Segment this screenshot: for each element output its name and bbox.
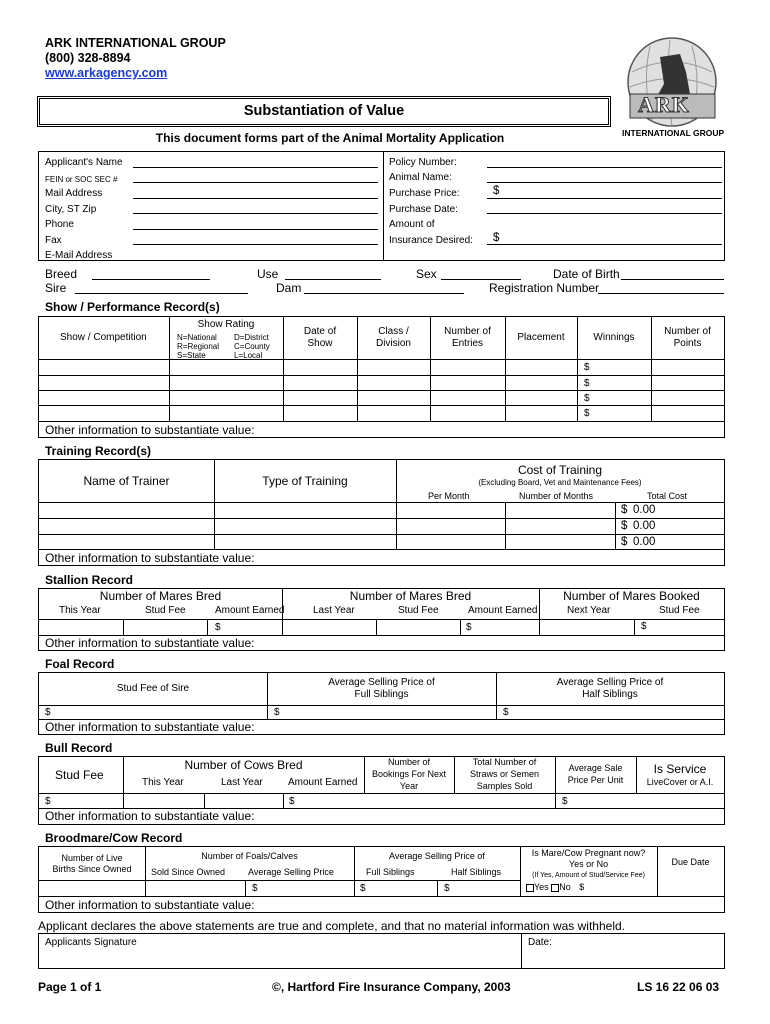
footer-code: LS 16 22 06 03	[637, 980, 720, 994]
col-show-rating: Show Rating	[197, 319, 255, 330]
ark-logo	[620, 32, 725, 144]
brood-col-pregnant-2: Yes or No	[568, 859, 609, 869]
total-value-1: 0.00	[633, 504, 656, 516]
foal-col-half-2: Half Siblings	[582, 689, 638, 700]
col-points-1: Number of	[664, 326, 711, 337]
bull-col-bookings-1: Number of	[387, 757, 431, 767]
total-value-2: 0.00	[633, 520, 656, 532]
brood-dollar-1: $	[252, 883, 258, 894]
col-entries-1: Number of	[444, 326, 491, 337]
bull-col-last-year: Last Year	[221, 777, 263, 788]
stallion-dollar-1: $	[215, 622, 221, 633]
animal-name-field[interactable]	[487, 182, 722, 183]
rating-county: C=County	[234, 342, 270, 351]
stallion-group-1: Number of Mares Bred	[99, 589, 222, 603]
bull-col-straws-2: Straws or Semen	[469, 769, 540, 779]
stallion-col-earned-1: Amount Earned	[215, 605, 285, 616]
label-email: E-Mail Address	[45, 250, 113, 261]
sire-field[interactable]	[75, 293, 248, 294]
mail-address-field[interactable]	[133, 198, 378, 199]
brood-col-half: Half Siblings	[451, 867, 502, 877]
total-dollar-1: $	[621, 504, 628, 516]
label-mail-address: Mail Address	[45, 188, 103, 199]
label-insurance-desired: Insurance Desired:	[389, 235, 473, 246]
show-row-3-dollar: $	[584, 393, 590, 404]
brood-col-foals: Number of Foals/Calves	[201, 851, 298, 861]
footer-copyright: ©, Hartford Fire Insurance Company, 2003	[272, 980, 511, 994]
policy-number-field[interactable]	[487, 167, 722, 168]
label-fein: FEIN or SOC SEC #	[45, 175, 118, 184]
show-row-2-dollar: $	[584, 378, 590, 389]
col-date-of-show-2: Show	[307, 338, 333, 349]
yes-label: Yes	[534, 882, 549, 892]
breed-field[interactable]	[92, 279, 210, 280]
foal-dollar-1: $	[45, 707, 51, 718]
col-points-2: Points	[673, 338, 702, 349]
show-row-4-dollar: $	[584, 408, 590, 419]
foal-col-stud-fee: Stud Fee of Sire	[116, 683, 190, 694]
stallion-col-this-year: This Year	[59, 605, 101, 616]
use-field[interactable]	[285, 279, 381, 280]
stallion-dollar-2: $	[466, 622, 472, 633]
col-date-of-show-1: Date of	[303, 326, 337, 337]
logo-text: INTERNATIONAL GROUP	[622, 128, 725, 138]
label-city: City, ST Zip	[45, 204, 97, 215]
col-class-2: Division	[375, 338, 411, 349]
brood-dollar-2: $	[360, 883, 366, 894]
broodmare-section-title: Broodmare/Cow Record	[45, 831, 183, 845]
col-training-cost: Cost of Training	[517, 463, 603, 477]
logo-letters: ARK	[638, 92, 690, 117]
col-class-1: Class /	[378, 326, 409, 337]
dob-field[interactable]	[621, 279, 724, 280]
purchase-date-field[interactable]	[487, 213, 722, 214]
yes-checkbox[interactable]	[526, 884, 534, 892]
bull-col-bookings-2: Bookings For Next	[371, 769, 447, 779]
foal-other-info: Other information to substantiate value:	[45, 720, 255, 734]
rating-state: S=State	[177, 351, 206, 360]
purchase-price-dollar: $	[493, 185, 500, 197]
bull-col-stud-fee: Stud Fee	[55, 768, 104, 782]
label-dob: Date of Birth	[553, 267, 620, 281]
applicant-name-field[interactable]	[133, 167, 378, 168]
city-field[interactable]	[133, 213, 378, 214]
label-sex: Sex	[416, 267, 437, 281]
footer-page: Page 1 of 1	[38, 980, 102, 994]
label-dam: Dam	[276, 281, 302, 295]
col-total-cost: Total Cost	[647, 491, 688, 501]
rating-national: N=National	[177, 333, 217, 342]
label-use: Use	[257, 267, 279, 281]
dam-field[interactable]	[304, 293, 464, 294]
purchase-price-field[interactable]	[487, 198, 722, 199]
bull-col-avg-1: Average Sale	[568, 763, 623, 773]
col-training-type: Type of Training	[262, 474, 348, 488]
brood-dollar-3: $	[444, 883, 450, 894]
stallion-group-2: Number of Mares Bred	[349, 589, 472, 603]
brood-col-avg-selling: Average Selling Price of	[389, 851, 485, 861]
bull-col-straws-3: Samples Sold	[476, 781, 533, 791]
page-subtitle: This document forms part of the Animal Mortality Application	[155, 131, 505, 145]
pregnant-dollar: $	[579, 882, 585, 892]
fax-field[interactable]	[133, 244, 378, 245]
training-cost-note: (Excluding Board, Vet and Maintenance Fees)	[478, 478, 642, 487]
col-placement: Placement	[517, 332, 565, 343]
rating-local: L=Local	[234, 351, 263, 360]
declaration-text: Applicant declares the above statements are true and complete, and that no material information was withheld.	[38, 919, 625, 933]
brood-col-live-1: Number of Live	[61, 853, 123, 863]
bull-col-amount-earned: Amount Earned	[288, 777, 358, 788]
label-breed: Breed	[45, 267, 78, 281]
brood-col-live-2: Births Since Owned	[52, 864, 132, 874]
foal-col-half-1: Average Selling Price of	[556, 677, 664, 688]
stallion-col-last-year: Last Year	[313, 605, 355, 616]
stallion-group-3: Number of Mares Booked	[563, 589, 700, 603]
no-checkbox[interactable]	[551, 884, 559, 892]
brood-pregnant-note: (If Yes, Amount of Stud/Service Fee)	[532, 872, 645, 879]
phone-field[interactable]	[133, 229, 378, 230]
show-other-info: Other information to substantiate value:	[45, 423, 255, 437]
brood-col-full: Full Siblings	[366, 867, 415, 877]
rating-district: D=District	[234, 333, 269, 342]
fein-field[interactable]	[133, 182, 378, 183]
sex-field[interactable]	[441, 279, 521, 280]
bull-service-options: LiveCover or A.I.	[646, 777, 714, 787]
date-label: Date:	[528, 937, 552, 948]
total-dollar-3: $	[621, 536, 628, 548]
bull-dollar-2: $	[289, 796, 295, 807]
total-dollar-2: $	[621, 520, 628, 532]
bull-col-avg-2: Price Per Unit	[567, 775, 624, 785]
page-title: Substantiation of Value	[243, 103, 405, 119]
col-winnings: Winnings	[593, 332, 635, 343]
label-purchase-date: Purchase Date:	[389, 204, 458, 215]
show-section-title: Show / Performance Record(s)	[45, 300, 220, 314]
foal-dollar-2: $	[274, 707, 280, 718]
foal-col-full-2: Full Siblings	[354, 689, 409, 700]
stallion-section-title: Stallion Record	[45, 573, 134, 587]
bull-col-cows-bred: Number of Cows Bred	[184, 758, 303, 772]
label-policy-number: Policy Number:	[389, 157, 457, 168]
bull-col-straws-1: Total Number of	[472, 757, 537, 767]
label-amount-of: Amount of	[389, 219, 435, 230]
training-other-info: Other information to substantiate value:	[45, 551, 255, 565]
col-show-competition: Show / Competition	[60, 332, 147, 343]
total-value-3: 0.00	[633, 536, 656, 548]
label-registration: Registration Number	[489, 281, 600, 295]
signature-label: Applicants Signature	[45, 937, 137, 948]
insurance-desired-field[interactable]	[487, 244, 722, 245]
company-phone: (800) 328-8894	[45, 51, 131, 65]
stallion-dollar-3: $	[641, 621, 647, 632]
brood-col-due-date: Due Date	[671, 857, 710, 867]
foal-section-title: Foal Record	[45, 657, 115, 671]
stallion-col-stud-fee-2: Stud Fee	[398, 605, 439, 616]
stallion-other-info: Other information to substantiate value:	[45, 636, 255, 650]
bull-col-this-year: This Year	[142, 777, 184, 788]
date-field[interactable]	[523, 950, 723, 968]
label-applicant-name: Applicant's Name	[45, 157, 123, 168]
stallion-col-stud-fee-1: Stud Fee	[145, 605, 186, 616]
label-sire: Sire	[45, 281, 67, 295]
stallion-col-earned-2: Amount Earned	[468, 605, 538, 616]
bull-col-bookings-3: Year	[399, 781, 419, 791]
insurance-dollar: $	[493, 232, 500, 244]
label-phone: Phone	[45, 219, 74, 230]
company-website[interactable]: www.arkagency.com	[45, 66, 168, 80]
col-per-month: Per Month	[428, 491, 470, 501]
label-fax: Fax	[45, 235, 62, 246]
signature-field[interactable]	[40, 950, 520, 968]
company-name: ARK INTERNATIONAL GROUP	[45, 36, 226, 50]
show-row-1-dollar: $	[584, 362, 590, 373]
rating-regional: R=Regional	[177, 342, 220, 351]
brood-col-pregnant-1: Is Mare/Cow Pregnant now?	[531, 848, 646, 858]
bull-col-service: Is Service	[653, 762, 707, 776]
col-entries-2: Entries	[451, 338, 484, 349]
training-section-title: Training Record(s)	[45, 444, 152, 458]
pregnant-checkboxes	[526, 882, 584, 893]
label-animal-name: Animal Name:	[389, 172, 452, 183]
no-label: No	[559, 882, 571, 892]
stallion-col-next-year: Next Year	[567, 605, 611, 616]
brood-col-sold: Sold Since Owned	[151, 867, 226, 877]
brood-other-info: Other information to substantiate value:	[45, 898, 255, 912]
brood-col-avg-price: Average Selling Price	[248, 867, 334, 877]
bull-other-info: Other information to substantiate value:	[45, 809, 255, 823]
bull-dollar-3: $	[562, 796, 568, 807]
stallion-col-stud-fee-3: Stud Fee	[659, 605, 700, 616]
bull-dollar-1: $	[45, 796, 51, 807]
registration-field[interactable]	[598, 293, 724, 294]
col-trainer-name: Name of Trainer	[83, 474, 170, 488]
foal-col-full-1: Average Selling Price of	[328, 677, 435, 688]
foal-dollar-3: $	[503, 707, 509, 718]
label-purchase-price: Purchase Price:	[389, 188, 460, 199]
bull-section-title: Bull Record	[45, 741, 113, 755]
col-number-of-months: Number of Months	[519, 491, 594, 501]
